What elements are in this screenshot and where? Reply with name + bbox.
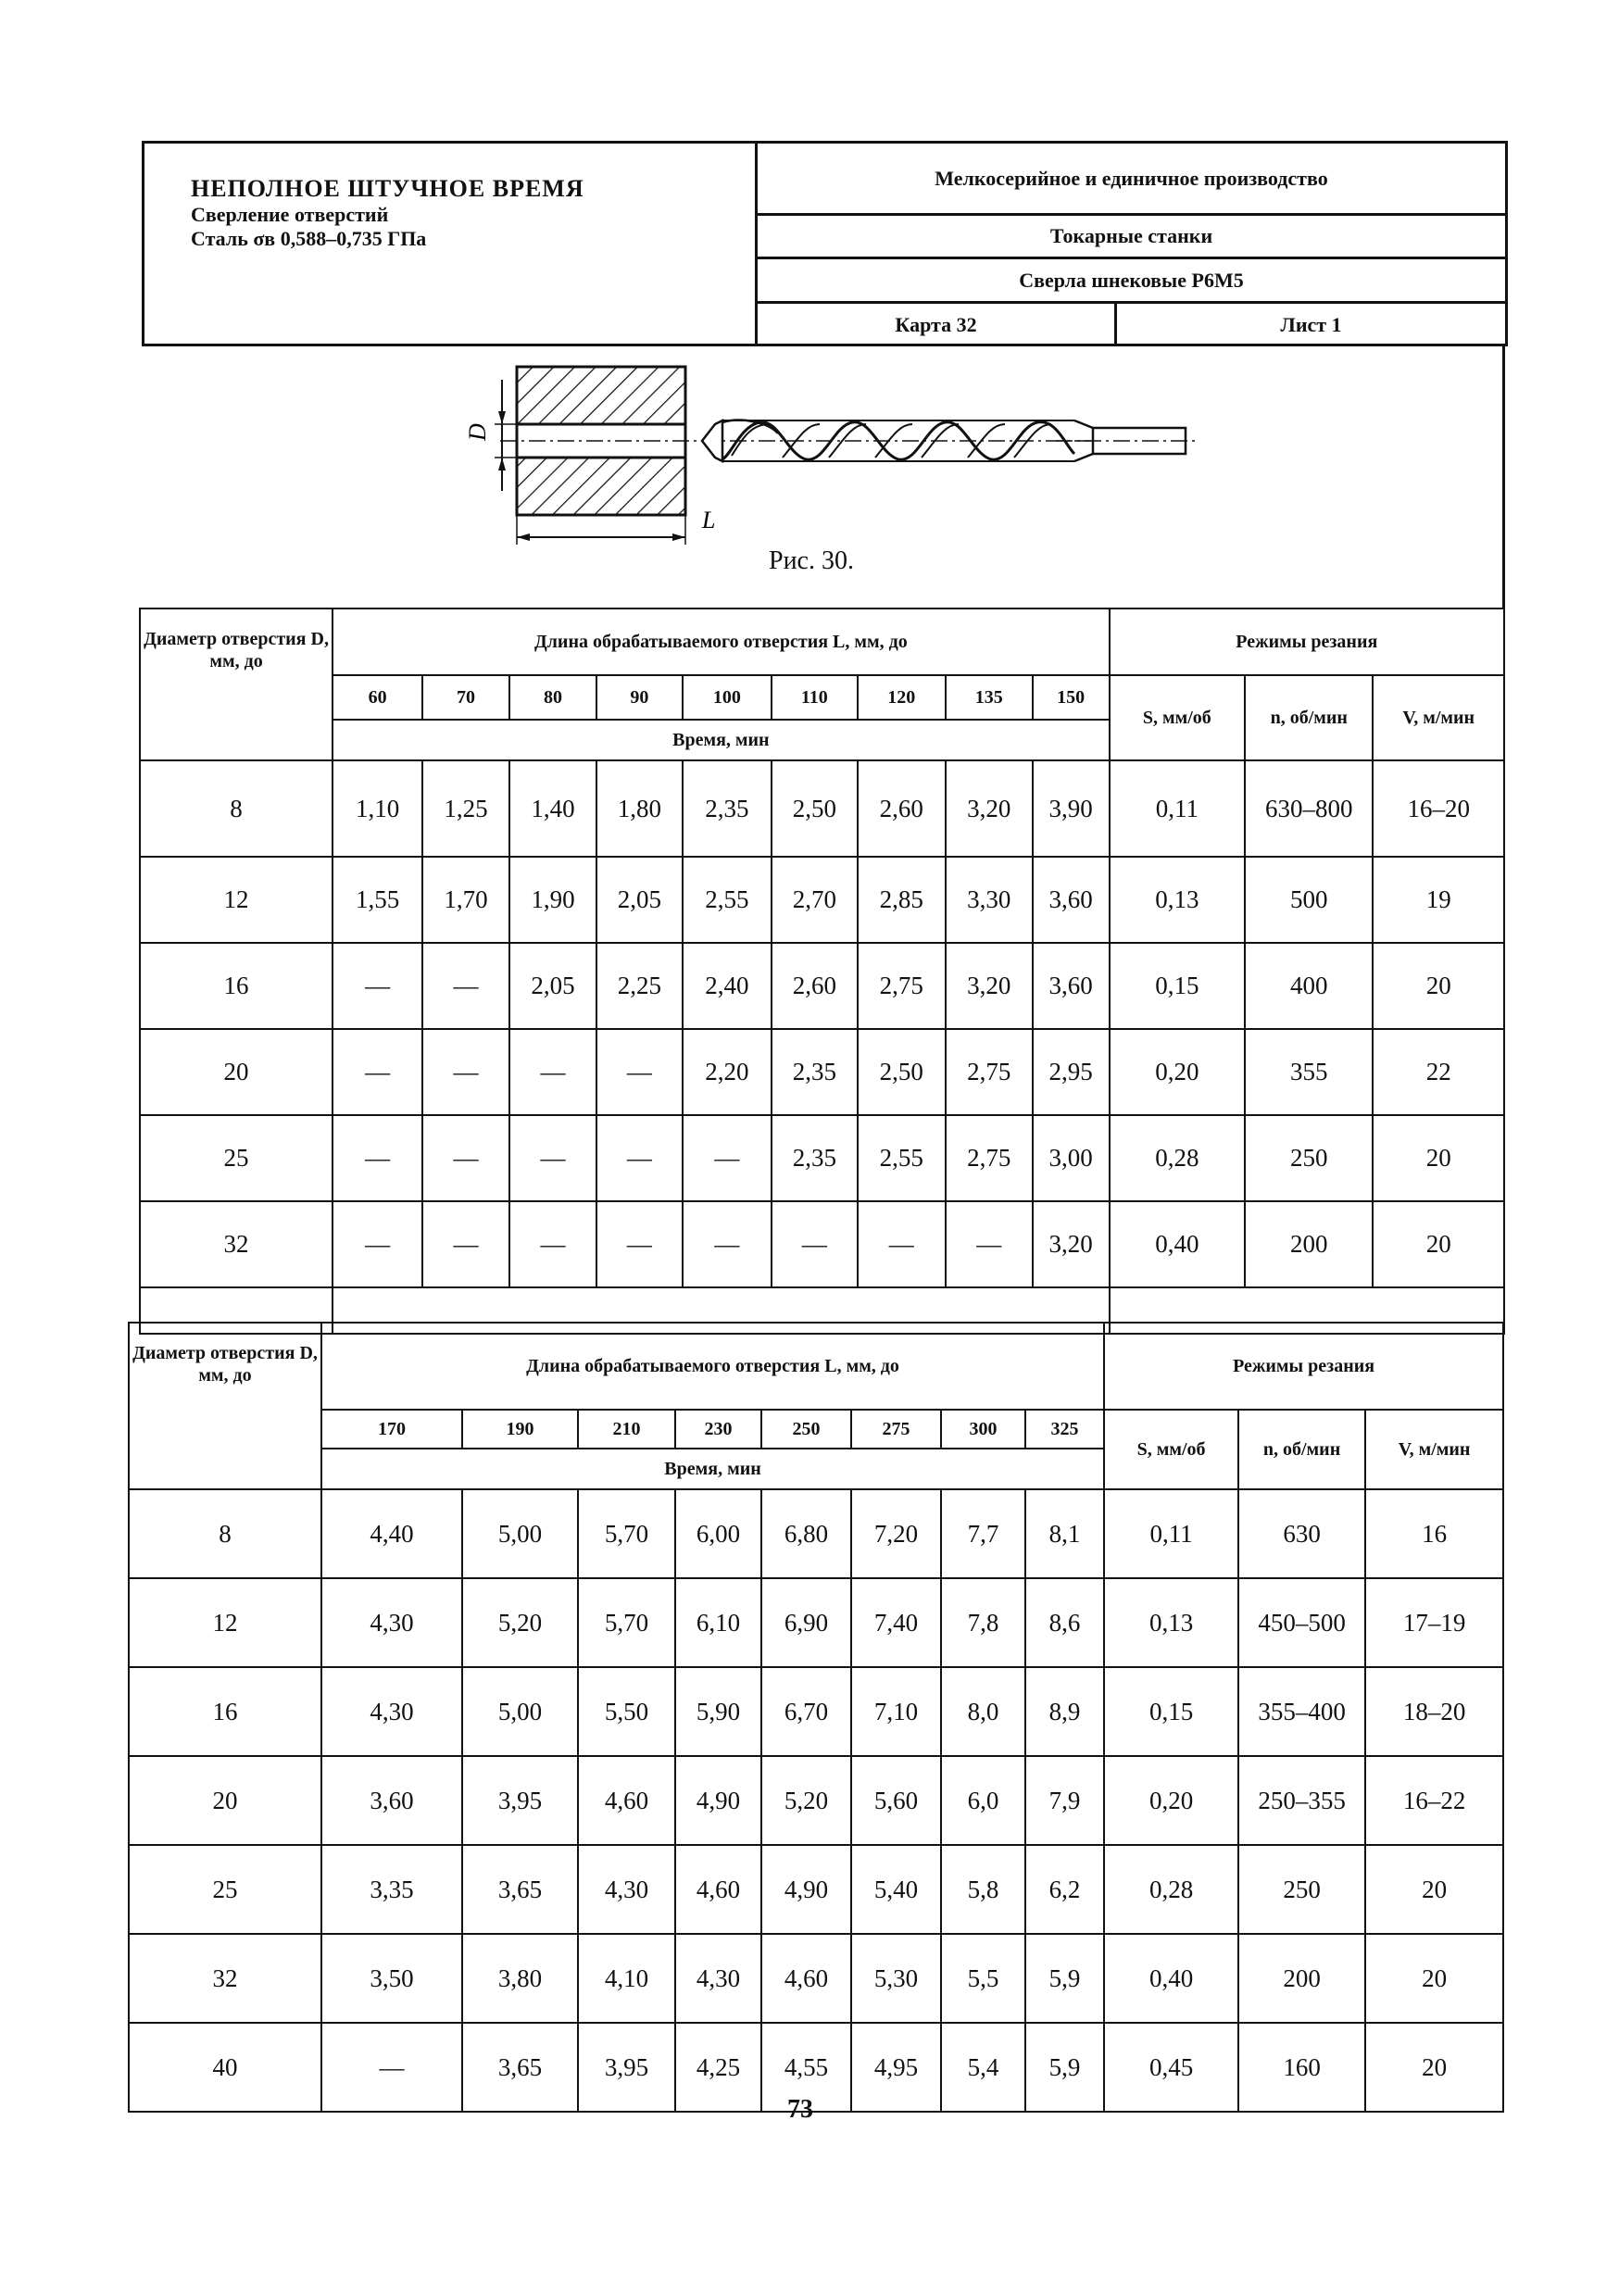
time-cell: 4,95 <box>851 2023 941 2112</box>
diameter-cell: 20 <box>140 1029 333 1115</box>
feed-cell: 0,40 <box>1104 1934 1238 2023</box>
table-row <box>140 943 1504 1029</box>
time-cell: 2,40 <box>683 943 772 1029</box>
rpm-cell: 400 <box>1245 943 1373 1029</box>
time-cell: 5,8 <box>941 1845 1025 1934</box>
feed-cell: 0,11 <box>1110 760 1245 857</box>
speed-cell: 16 <box>1365 1489 1503 1578</box>
diameter-cell: 25 <box>140 1115 333 1201</box>
length-header: Длина обрабатываемого отверстия L, мм, до <box>321 1323 1104 1410</box>
sheet-number: Лист 1 <box>1280 313 1342 336</box>
time-cell: 4,90 <box>675 1756 761 1845</box>
length-col: 170 <box>321 1410 462 1449</box>
time-cell: 5,20 <box>462 1578 578 1667</box>
time-cell: — <box>333 943 422 1029</box>
time-cell: 7,7 <box>941 1489 1025 1578</box>
feed-cell: 0,15 <box>1104 1667 1238 1756</box>
length-header: Длина обрабатываемого отверстия L, мм, до <box>333 609 1110 675</box>
time-cell: 1,80 <box>596 760 683 857</box>
time-cell: 6,10 <box>675 1578 761 1667</box>
time-cell: 3,90 <box>1033 760 1110 857</box>
time-cell: 2,35 <box>772 1029 858 1115</box>
time-cell: 2,95 <box>1033 1029 1110 1115</box>
time-cell: 6,00 <box>675 1489 761 1578</box>
diameter-cell: 8 <box>129 1489 321 1578</box>
time-cell: 6,90 <box>761 1578 851 1667</box>
diameter-cell: 16 <box>129 1667 321 1756</box>
time-cell: 5,90 <box>675 1667 761 1756</box>
time-cell: 4,60 <box>675 1845 761 1934</box>
speed-cell: 18–20 <box>1365 1667 1503 1756</box>
table-row <box>140 1029 1504 1115</box>
time-cell: 3,60 <box>321 1756 462 1845</box>
table-row <box>129 1667 1503 1756</box>
time-cell: 2,60 <box>772 943 858 1029</box>
feed-cell: 0,28 <box>1104 1845 1238 1934</box>
time-cell: 4,30 <box>675 1934 761 2023</box>
time-cell: 5,50 <box>578 1667 675 1756</box>
time-cell: — <box>333 1029 422 1115</box>
time-cell: 3,00 <box>1033 1115 1110 1201</box>
time-cell: 3,35 <box>321 1845 462 1934</box>
time-cell: 3,95 <box>578 2023 675 2112</box>
time-cell: — <box>422 1029 509 1115</box>
time-cell: — <box>321 2023 462 2112</box>
time-cell: 2,55 <box>858 1115 946 1201</box>
feed-cell: 0,15 <box>1110 943 1245 1029</box>
time-cell: — <box>683 1115 772 1201</box>
time-cell: 6,80 <box>761 1489 851 1578</box>
length-col: 135 <box>946 675 1033 720</box>
diameter-cell: 16 <box>140 943 333 1029</box>
rpm-cell: 630 <box>1238 1489 1365 1578</box>
card-number: Карта 32 <box>758 304 1117 346</box>
speed-cell: 20 <box>1373 1201 1504 1287</box>
time-cell: — <box>422 1115 509 1201</box>
time-cell: 8,6 <box>1025 1578 1104 1667</box>
time-cell: 4,30 <box>321 1667 462 1756</box>
rpm-cell: 355 <box>1245 1029 1373 1115</box>
length-col: 275 <box>851 1410 941 1449</box>
diameter-cell: 8 <box>140 760 333 857</box>
length-col: 300 <box>941 1410 1025 1449</box>
speed-cell: 17–19 <box>1365 1578 1503 1667</box>
time-cell: 3,80 <box>462 1934 578 2023</box>
length-col: 210 <box>578 1410 675 1449</box>
time-cell: 3,65 <box>462 1845 578 1934</box>
header-block <box>142 141 1508 346</box>
table-row <box>140 1115 1504 1201</box>
time-cell: — <box>509 1115 596 1201</box>
table-row <box>129 1934 1503 2023</box>
dimension-label-l: L <box>702 507 716 533</box>
time-cell: 6,70 <box>761 1667 851 1756</box>
document-title: НЕПОЛНОЕ ШТУЧНОЕ ВРЕМЯ <box>191 175 584 202</box>
speed-cell: 20 <box>1365 1934 1503 2023</box>
time-cell: 1,70 <box>422 857 509 943</box>
diameter-cell: 20 <box>129 1756 321 1845</box>
header-left <box>144 144 758 344</box>
time-cell: 5,00 <box>462 1667 578 1756</box>
time-cell: 5,60 <box>851 1756 941 1845</box>
time-cell: 8,9 <box>1025 1667 1104 1756</box>
time-cell: 4,60 <box>761 1934 851 2023</box>
time-cell: 2,50 <box>772 760 858 857</box>
time-cell: 4,30 <box>321 1578 462 1667</box>
feed-cell: 0,13 <box>1110 857 1245 943</box>
time-cell: 6,0 <box>941 1756 1025 1845</box>
time-cell: 2,50 <box>858 1029 946 1115</box>
rpm-cell: 630–800 <box>1245 760 1373 857</box>
time-cell: 3,20 <box>1033 1201 1110 1287</box>
length-col: 60 <box>333 675 422 720</box>
speed-cell: 22 <box>1373 1029 1504 1115</box>
figure-frame-line <box>1502 345 1505 609</box>
time-cell: 6,2 <box>1025 1845 1104 1934</box>
time-header: Время, мин <box>333 720 1110 760</box>
length-col: 110 <box>772 675 858 720</box>
modes-header: Режимы резания <box>1110 609 1504 675</box>
dimension-label-d: D <box>464 423 491 441</box>
diameter-header: Диаметр отверстия D, мм, до <box>129 1323 321 1489</box>
time-cell: 2,55 <box>683 857 772 943</box>
time-cell: 5,9 <box>1025 1934 1104 2023</box>
production-type: Мелкосерийное и единичное производство <box>758 144 1505 216</box>
time-cell: 4,10 <box>578 1934 675 2023</box>
cutting-speed-header: V, м/мин <box>1365 1410 1503 1489</box>
diameter-cell: 25 <box>129 1845 321 1934</box>
length-col: 230 <box>675 1410 761 1449</box>
machine-type: Токарные станки <box>758 216 1505 259</box>
diameter-cell: 12 <box>129 1578 321 1667</box>
time-cell: — <box>858 1201 946 1287</box>
time-cell: 3,50 <box>321 1934 462 2023</box>
time-cell: — <box>509 1201 596 1287</box>
time-cell: 3,60 <box>1033 857 1110 943</box>
time-cell: — <box>596 1115 683 1201</box>
time-cell: 5,00 <box>462 1489 578 1578</box>
length-col: 190 <box>462 1410 578 1449</box>
speed-cell: 20 <box>1373 943 1504 1029</box>
time-cell: 4,40 <box>321 1489 462 1578</box>
feed-cell: 0,11 <box>1104 1489 1238 1578</box>
time-cell: 5,4 <box>941 2023 1025 2112</box>
rpm-cell: 250 <box>1238 1845 1365 1934</box>
time-cell: 8,0 <box>941 1667 1025 1756</box>
time-cell: 2,05 <box>596 857 683 943</box>
time-cell: 1,90 <box>509 857 596 943</box>
time-cell: 7,9 <box>1025 1756 1104 1845</box>
time-cell: 2,85 <box>858 857 946 943</box>
time-cell: 2,35 <box>683 760 772 857</box>
time-header: Время, мин <box>321 1449 1104 1489</box>
page-number: 73 <box>787 2095 813 2124</box>
header-right <box>758 144 1505 344</box>
table-row <box>140 1201 1504 1287</box>
time-cell: — <box>422 1201 509 1287</box>
feed-cell: 0,20 <box>1104 1756 1238 1845</box>
time-cell: 1,10 <box>333 760 422 857</box>
table-row <box>129 1845 1503 1934</box>
time-cell: 5,5 <box>941 1934 1025 2023</box>
time-cell: 5,70 <box>578 1578 675 1667</box>
table-row <box>129 2023 1503 2112</box>
feed-cell: 0,28 <box>1110 1115 1245 1201</box>
time-cell: 5,70 <box>578 1489 675 1578</box>
time-cell: 5,9 <box>1025 2023 1104 2112</box>
time-cell: — <box>509 1029 596 1115</box>
time-cell: — <box>683 1201 772 1287</box>
time-cell: 7,20 <box>851 1489 941 1578</box>
auger-drill-drawing <box>702 420 1195 461</box>
rpm-cell: 160 <box>1238 2023 1365 2112</box>
table-row <box>140 857 1504 943</box>
table2-body <box>129 1489 1503 2112</box>
rpm-cell: 500 <box>1245 857 1373 943</box>
cutting-speed-header: V, м/мин <box>1373 675 1504 760</box>
time-cell: 3,20 <box>946 943 1033 1029</box>
feed-cell: 0,20 <box>1110 1029 1245 1115</box>
rpm-cell: 355–400 <box>1238 1667 1365 1756</box>
speed-cell: 16–22 <box>1365 1756 1503 1845</box>
time-cell: — <box>946 1201 1033 1287</box>
speed-cell: 16–20 <box>1373 760 1504 857</box>
table-row <box>129 1756 1503 1845</box>
feed-header: S, мм/об <box>1104 1410 1238 1489</box>
time-cell: 5,40 <box>851 1845 941 1934</box>
time-cell: 2,75 <box>858 943 946 1029</box>
time-cell: 7,8 <box>941 1578 1025 1667</box>
diameter-cell: 32 <box>140 1201 333 1287</box>
time-cell: 2,20 <box>683 1029 772 1115</box>
table-row <box>140 760 1504 857</box>
time-cell: 5,30 <box>851 1934 941 2023</box>
time-cell: 4,55 <box>761 2023 851 2112</box>
time-cell: 3,60 <box>1033 943 1110 1029</box>
time-table-2 <box>128 1322 1504 2113</box>
length-col: 120 <box>858 675 946 720</box>
time-cell: — <box>333 1115 422 1201</box>
time-cell: 3,65 <box>462 2023 578 2112</box>
time-cell: 7,40 <box>851 1578 941 1667</box>
feed-cell: 0,40 <box>1110 1201 1245 1287</box>
time-cell: 2,75 <box>946 1029 1033 1115</box>
table1-body <box>140 760 1504 1334</box>
speed-cell: 20 <box>1365 1845 1503 1934</box>
rpm-cell: 450–500 <box>1238 1578 1365 1667</box>
table-row <box>129 1578 1503 1667</box>
rpm-cell: 200 <box>1245 1201 1373 1287</box>
time-cell: 4,90 <box>761 1845 851 1934</box>
time-cell: 7,10 <box>851 1667 941 1756</box>
rpm-cell: 250–355 <box>1238 1756 1365 1845</box>
time-cell: 2,60 <box>858 760 946 857</box>
time-cell: 4,25 <box>675 2023 761 2112</box>
time-cell: 1,55 <box>333 857 422 943</box>
time-cell: 2,35 <box>772 1115 858 1201</box>
time-cell: 8,1 <box>1025 1489 1104 1578</box>
modes-header: Режимы резания <box>1104 1323 1503 1410</box>
diameter-cell: 32 <box>129 1934 321 2023</box>
time-cell: 4,60 <box>578 1756 675 1845</box>
time-cell: — <box>333 1201 422 1287</box>
table-row <box>129 1489 1503 1578</box>
time-cell: 2,75 <box>946 1115 1033 1201</box>
time-cell: 2,25 <box>596 943 683 1029</box>
feed-cell: 0,45 <box>1104 2023 1238 2112</box>
time-table-1 <box>139 608 1505 1335</box>
time-cell: 2,05 <box>509 943 596 1029</box>
rpm-cell: 200 <box>1238 1934 1365 2023</box>
feed-header: S, мм/об <box>1110 675 1245 760</box>
tool-type: Сверла шнековые Р6М5 <box>758 259 1505 304</box>
time-cell: — <box>596 1029 683 1115</box>
length-col: 90 <box>596 675 683 720</box>
feed-cell: 0,13 <box>1104 1578 1238 1667</box>
speed-rpm-header: n, об/мин <box>1238 1410 1365 1489</box>
diameter-cell: 12 <box>140 857 333 943</box>
material-subtitle: Сталь σв 0,588–0,735 ГПа <box>191 227 427 250</box>
time-cell: — <box>422 943 509 1029</box>
speed-cell: 20 <box>1365 2023 1503 2112</box>
time-cell: 1,40 <box>509 760 596 857</box>
time-cell: 3,20 <box>946 760 1033 857</box>
drill-figure <box>463 352 1204 546</box>
length-col: 150 <box>1033 675 1110 720</box>
diameter-cell: 40 <box>129 2023 321 2112</box>
speed-cell: 20 <box>1373 1115 1504 1201</box>
length-col: 80 <box>509 675 596 720</box>
time-cell: — <box>772 1201 858 1287</box>
time-cell: — <box>596 1201 683 1287</box>
length-col: 325 <box>1025 1410 1104 1449</box>
time-cell: 3,95 <box>462 1756 578 1845</box>
length-col: 70 <box>422 675 509 720</box>
figure-caption: Рис. 30. <box>769 546 854 575</box>
diameter-dimension <box>464 380 517 491</box>
time-cell: 4,30 <box>578 1845 675 1934</box>
length-col: 100 <box>683 675 772 720</box>
operation-subtitle: Сверление отверстий <box>191 203 389 226</box>
time-cell: 1,25 <box>422 760 509 857</box>
diameter-header: Диаметр отверстия D, мм, до <box>140 609 333 760</box>
time-cell: 3,30 <box>946 857 1033 943</box>
length-col: 250 <box>761 1410 851 1449</box>
time-cell: 5,20 <box>761 1756 851 1845</box>
speed-rpm-header: n, об/мин <box>1245 675 1373 760</box>
rpm-cell: 250 <box>1245 1115 1373 1201</box>
speed-cell: 19 <box>1373 857 1504 943</box>
time-cell: 2,70 <box>772 857 858 943</box>
